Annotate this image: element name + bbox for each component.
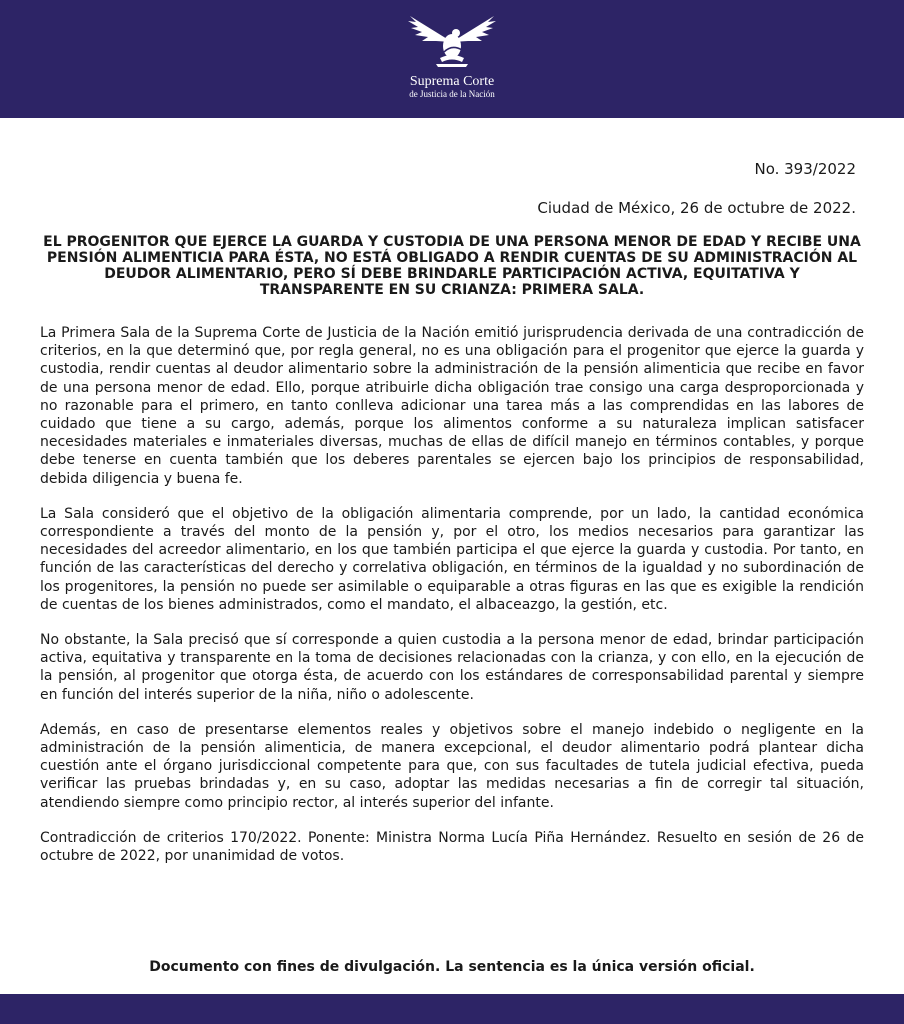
org-subtitle: de Justicia de la Nación: [409, 89, 495, 99]
paragraph-3: No obstante, la Sala precisó que sí corresponde a quien custodia a la persona menor de edad, brindar participación activa, equitativa y transparente en la toma de decisiones relacionadas con la crianza, y con ello, en la ejecución de la pensión, al progenitor que otorga ésta, de acuerdo con los estándares de corresponsabilidad parental y siempre en función del interés superior de la niña, niño o adolescente.: [40, 632, 864, 703]
eagle-emblem-icon: [406, 12, 498, 70]
paragraph-2: La Sala consideró que el objetivo de la obligación alimentaria comprende, por un lado, la cantidad económica correspondiente a través del monto de la pensión y, por el otro, los medios necesarios para garantizar las necesidades del acreedor alimentario, en los que también participa el que ejerce la guarda y custodia. Por tanto, en función de las características del derecho y correlativa obligación, en términos de la igualdad y no subordinación de los progenitores, la pensión no puede ser asimilable o equiparable a otras figuras en las que es exigible la rendición de cuentas de los bienes administrados, como el mandato, el albaceazgo, la gestión, etc.: [40, 505, 864, 613]
scjn-logo: [392, 12, 512, 104]
org-name: Suprema Corte: [409, 74, 495, 89]
header-banner: [0, 0, 904, 118]
paragraph-1: La Primera Sala de la Suprema Corte de Justicia de la Nación emitió jurisprudencia derivada de una contradicción de criterios, en la que determinó que, por regla general, no es una obligación para el progenitor que ejerce la guarda y custodia, rendir cuentas al deudor alimentario sobre la administración de la pensión alimenticia que recibe en favor de una persona menor de edad. Ello, porque atribuirle dicha obligación trae consigo una carga desproporcionada y no razonable para el primero, en tanto conlleva adicionar una tarea más a las comprendidas en las labores de cuidado que tiene a su cargo, además, porque los alimentos conforme a su naturaleza implican satisfacer necesidades materiales e inmateriales diversas, muchas de ellas de difícil manejo en términos contables, y porque debe tenerse en cuenta también que los deberes parentales se ejercen bajo los principios de responsabilidad, debida diligencia y buena fe.: [40, 325, 864, 487]
footer-banner: [0, 994, 904, 1024]
press-release-date: Ciudad de México, 26 de octubre de 2022.: [537, 199, 856, 217]
paragraph-4: Además, en caso de presentarse elementos reales y objetivos sobre el manejo indebido o negligente en la administración de la pensión alimenticia, de manera excepcional, el deudor alimentario podrá plantear dicha cuestión ante el órgano jurisdiccional competente para que, con sus facultades de tutela judicial efectiva, pueda verificar las pruebas brindadas y, en su caso, adoptar las medidas necesarias a fin de corregir tal situación, atendiendo siempre como principio rector, al interés superior del infante.: [40, 721, 864, 811]
press-release-body: [40, 324, 864, 882]
press-release-number: No. 393/2022: [754, 160, 856, 178]
disclaimer-note: Documento con fines de divulgación. La sentencia es la única versión oficial.: [149, 959, 755, 975]
case-reference: Contradicción de criterios 170/2022. Ponente: Ministra Norma Lucía Piña Hernández. Resuelto en sesión de 26 de octubre de 2022, por unanimidad de votos.: [40, 829, 864, 865]
press-release-title: EL PROGENITOR QUE EJERCE LA GUARDA Y CUSTODIA DE UNA PERSONA MENOR DE EDAD Y RECIBE UNA PENSIÓN ALIMENTICIA PARA ÉSTA, NO ESTÁ OBLIGADO A RENDIR CUENTAS DE SU ADMINISTRACIÓN AL DEUDOR ALIMENTARIO, PERO SÍ DEBE BRINDARLE PARTICIPACIÓN ACTIVA, EQUITATIVA Y TRANSPARENTE EN SU CRIANZA: PRIMERA SALA.: [43, 234, 861, 298]
